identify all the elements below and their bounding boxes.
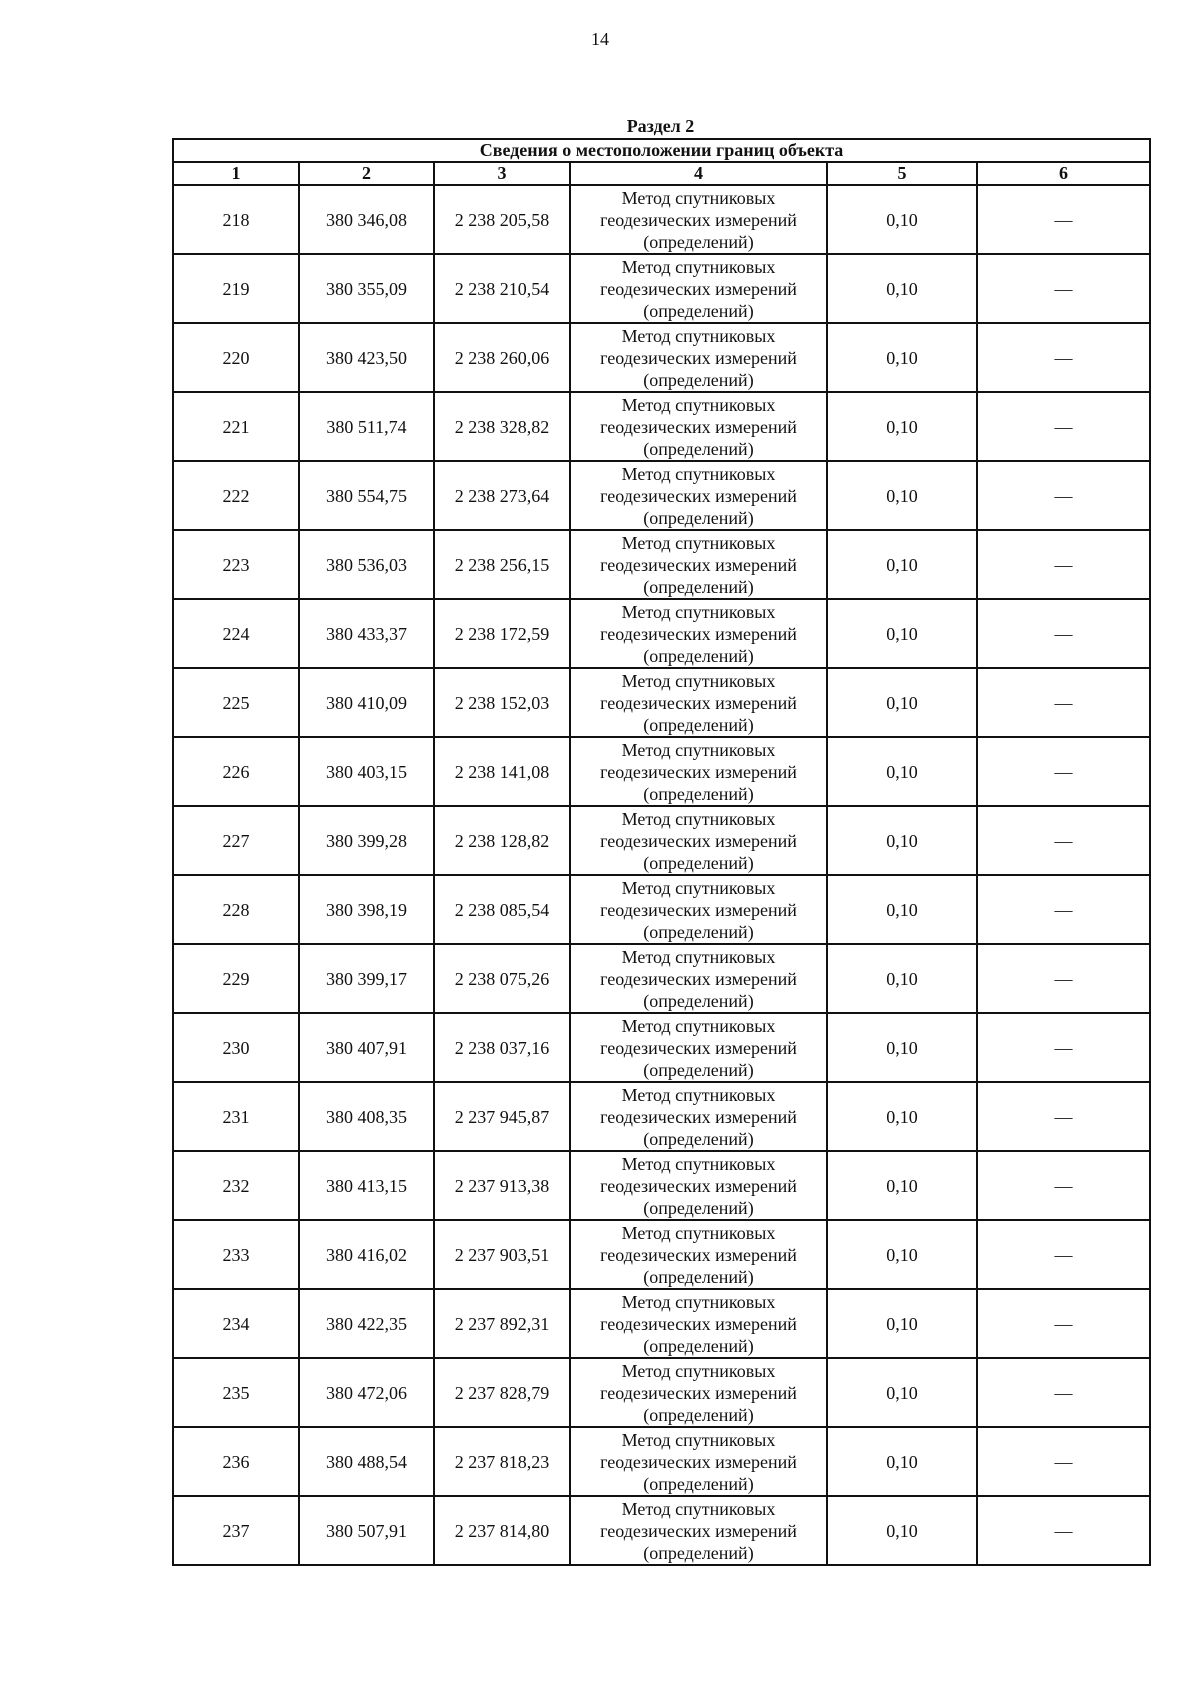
table-caption-row	[173, 139, 1150, 162]
x-coordinate-cell: 380 410,09	[299, 668, 434, 737]
method-line: геодезических измерений	[600, 968, 797, 989]
column-number-row	[173, 162, 1150, 185]
method-cell	[570, 1220, 827, 1289]
method-line: геодезических измерений	[600, 1313, 797, 1334]
method-line: (определений)	[643, 1059, 754, 1080]
method-line: (определений)	[643, 783, 754, 804]
table-row	[173, 1082, 1150, 1151]
method-line: Метод спутниковых	[621, 532, 776, 553]
description-cell: —	[977, 1358, 1150, 1427]
method-cell	[570, 392, 827, 461]
accuracy-cell: 0,10	[827, 806, 977, 875]
accuracy-cell: 0,10	[827, 461, 977, 530]
method-line: Метод спутниковых	[621, 670, 776, 691]
accuracy-cell: 0,10	[827, 530, 977, 599]
x-coordinate-cell: 380 422,35	[299, 1289, 434, 1358]
y-coordinate-cell: 2 238 085,54	[434, 875, 570, 944]
point-number-cell: 231	[173, 1082, 299, 1151]
y-coordinate-cell: 2 238 256,15	[434, 530, 570, 599]
description-cell: —	[977, 944, 1150, 1013]
x-coordinate-cell: 380 511,74	[299, 392, 434, 461]
table-body	[173, 185, 1150, 1565]
method-line: (определений)	[643, 1128, 754, 1149]
table-row	[173, 530, 1150, 599]
accuracy-cell: 0,10	[827, 1496, 977, 1565]
x-coordinate-cell: 380 355,09	[299, 254, 434, 323]
x-coordinate-cell: 380 488,54	[299, 1427, 434, 1496]
method-cell	[570, 875, 827, 944]
point-number-cell: 223	[173, 530, 299, 599]
table-row	[173, 254, 1150, 323]
table-row	[173, 323, 1150, 392]
description-cell: —	[977, 737, 1150, 806]
method-line: Метод спутниковых	[621, 1291, 776, 1312]
accuracy-cell: 0,10	[827, 1427, 977, 1496]
y-coordinate-cell: 2 237 818,23	[434, 1427, 570, 1496]
description-cell: —	[977, 254, 1150, 323]
accuracy-cell: 0,10	[827, 1358, 977, 1427]
method-line: геодезических измерений	[600, 416, 797, 437]
table-row	[173, 944, 1150, 1013]
table-row	[173, 599, 1150, 668]
y-coordinate-cell: 2 238 328,82	[434, 392, 570, 461]
method-line: Метод спутниковых	[621, 256, 776, 277]
y-coordinate-cell: 2 238 210,54	[434, 254, 570, 323]
table-row	[173, 1220, 1150, 1289]
description-cell: —	[977, 323, 1150, 392]
table-row	[173, 737, 1150, 806]
y-coordinate-cell: 2 238 152,03	[434, 668, 570, 737]
point-number-cell: 225	[173, 668, 299, 737]
method-line: Метод спутниковых	[621, 739, 776, 760]
x-coordinate-cell: 380 433,37	[299, 599, 434, 668]
x-coordinate-cell: 380 554,75	[299, 461, 434, 530]
method-line: (определений)	[643, 1473, 754, 1494]
method-line: Метод спутниковых	[621, 187, 776, 208]
method-line: геодезических измерений	[600, 623, 797, 644]
y-coordinate-cell: 2 237 892,31	[434, 1289, 570, 1358]
description-cell: —	[977, 875, 1150, 944]
method-line: (определений)	[643, 369, 754, 390]
table-row	[173, 806, 1150, 875]
description-cell: —	[977, 530, 1150, 599]
table-row	[173, 1013, 1150, 1082]
table-row	[173, 875, 1150, 944]
description-cell: —	[977, 1013, 1150, 1082]
section-title: Раздел 2	[626, 116, 695, 136]
table-row	[173, 1151, 1150, 1220]
method-line: Метод спутниковых	[621, 463, 776, 484]
method-cell	[570, 1151, 827, 1220]
method-line: Метод спутниковых	[621, 394, 776, 415]
point-number-cell: 222	[173, 461, 299, 530]
table-row	[173, 185, 1150, 254]
method-line: (определений)	[643, 1266, 754, 1287]
point-number-cell: 218	[173, 185, 299, 254]
accuracy-cell: 0,10	[827, 254, 977, 323]
method-line: (определений)	[643, 1404, 754, 1425]
y-coordinate-cell: 2 238 128,82	[434, 806, 570, 875]
description-cell: —	[977, 599, 1150, 668]
method-line: Метод спутниковых	[621, 1222, 776, 1243]
coordinates-table-container	[172, 138, 1149, 1566]
method-line: (определений)	[643, 852, 754, 873]
column-header-5: 5	[827, 162, 977, 185]
method-cell	[570, 530, 827, 599]
accuracy-cell: 0,10	[827, 185, 977, 254]
method-line: геодезических измерений	[600, 761, 797, 782]
point-number-cell: 235	[173, 1358, 299, 1427]
point-number-cell: 221	[173, 392, 299, 461]
table-row	[173, 668, 1150, 737]
method-line: Метод спутниковых	[621, 1498, 776, 1519]
table-caption: Сведения о местоположении границ объекта	[173, 139, 1150, 162]
x-coordinate-cell: 380 472,06	[299, 1358, 434, 1427]
column-header-2: 2	[299, 162, 434, 185]
method-line: (определений)	[643, 576, 754, 597]
description-cell: —	[977, 1151, 1150, 1220]
description-cell: —	[977, 185, 1150, 254]
accuracy-cell: 0,10	[827, 1082, 977, 1151]
column-header-6: 6	[977, 162, 1150, 185]
method-line: геодезических измерений	[600, 347, 797, 368]
method-line: (определений)	[643, 438, 754, 459]
method-line: геодезических измерений	[600, 278, 797, 299]
method-line: Метод спутниковых	[621, 1153, 776, 1174]
method-cell	[570, 323, 827, 392]
method-cell	[570, 185, 827, 254]
method-line: (определений)	[643, 1335, 754, 1356]
accuracy-cell: 0,10	[827, 1013, 977, 1082]
x-coordinate-cell: 380 413,15	[299, 1151, 434, 1220]
point-number-cell: 219	[173, 254, 299, 323]
description-cell: —	[977, 1496, 1150, 1565]
description-cell: —	[977, 806, 1150, 875]
method-line: Метод спутниковых	[621, 325, 776, 346]
method-line: геодезических измерений	[600, 830, 797, 851]
method-line: геодезических измерений	[600, 1382, 797, 1403]
method-line: (определений)	[643, 507, 754, 528]
page-number: 14	[591, 29, 609, 49]
method-line: геодезических измерений	[600, 1244, 797, 1265]
description-cell: —	[977, 461, 1150, 530]
y-coordinate-cell: 2 238 037,16	[434, 1013, 570, 1082]
description-cell: —	[977, 1082, 1150, 1151]
x-coordinate-cell: 380 407,91	[299, 1013, 434, 1082]
y-coordinate-cell: 2 238 273,64	[434, 461, 570, 530]
method-line: (определений)	[643, 645, 754, 666]
accuracy-cell: 0,10	[827, 668, 977, 737]
method-line: Метод спутниковых	[621, 946, 776, 967]
description-cell: —	[977, 392, 1150, 461]
y-coordinate-cell: 2 238 172,59	[434, 599, 570, 668]
x-coordinate-cell: 380 536,03	[299, 530, 434, 599]
accuracy-cell: 0,10	[827, 737, 977, 806]
x-coordinate-cell: 380 408,35	[299, 1082, 434, 1151]
method-cell	[570, 737, 827, 806]
method-line: геодезических измерений	[600, 899, 797, 920]
table-row	[173, 1427, 1150, 1496]
y-coordinate-cell: 2 238 205,58	[434, 185, 570, 254]
point-number-cell: 220	[173, 323, 299, 392]
method-line: Метод спутниковых	[621, 877, 776, 898]
y-coordinate-cell: 2 238 075,26	[434, 944, 570, 1013]
accuracy-cell: 0,10	[827, 599, 977, 668]
method-line: (определений)	[643, 921, 754, 942]
column-header-4: 4	[570, 162, 827, 185]
method-cell	[570, 254, 827, 323]
method-cell	[570, 668, 827, 737]
point-number-cell: 232	[173, 1151, 299, 1220]
method-line: (определений)	[643, 990, 754, 1011]
method-line: Метод спутниковых	[621, 808, 776, 829]
method-line: (определений)	[643, 300, 754, 321]
method-line: (определений)	[643, 1542, 754, 1563]
description-cell: —	[977, 1427, 1150, 1496]
method-line: Метод спутниковых	[621, 601, 776, 622]
method-cell	[570, 944, 827, 1013]
point-number-cell: 236	[173, 1427, 299, 1496]
method-line: геодезических измерений	[600, 1037, 797, 1058]
method-line: (определений)	[643, 231, 754, 252]
method-line: геодезических измерений	[600, 209, 797, 230]
point-number-cell: 228	[173, 875, 299, 944]
accuracy-cell: 0,10	[827, 1289, 977, 1358]
x-coordinate-cell: 380 507,91	[299, 1496, 434, 1565]
method-line: геодезических измерений	[600, 1106, 797, 1127]
method-line: геодезических измерений	[600, 1451, 797, 1472]
point-number-cell: 237	[173, 1496, 299, 1565]
table-row	[173, 461, 1150, 530]
accuracy-cell: 0,10	[827, 944, 977, 1013]
method-line: Метод спутниковых	[621, 1360, 776, 1381]
method-cell	[570, 1289, 827, 1358]
y-coordinate-cell: 2 238 141,08	[434, 737, 570, 806]
method-cell	[570, 1082, 827, 1151]
coordinates-table	[172, 138, 1151, 1566]
accuracy-cell: 0,10	[827, 1151, 977, 1220]
table-row	[173, 1289, 1150, 1358]
x-coordinate-cell: 380 399,17	[299, 944, 434, 1013]
table-row	[173, 1358, 1150, 1427]
column-header-1: 1	[173, 162, 299, 185]
method-line: Метод спутниковых	[621, 1084, 776, 1105]
y-coordinate-cell: 2 237 913,38	[434, 1151, 570, 1220]
point-number-cell: 226	[173, 737, 299, 806]
method-cell	[570, 461, 827, 530]
point-number-cell: 233	[173, 1220, 299, 1289]
method-line: геодезических измерений	[600, 1175, 797, 1196]
x-coordinate-cell: 380 423,50	[299, 323, 434, 392]
accuracy-cell: 0,10	[827, 323, 977, 392]
x-coordinate-cell: 380 416,02	[299, 1220, 434, 1289]
accuracy-cell: 0,10	[827, 392, 977, 461]
description-cell: —	[977, 668, 1150, 737]
x-coordinate-cell: 380 398,19	[299, 875, 434, 944]
point-number-cell: 227	[173, 806, 299, 875]
method-line: геодезических измерений	[600, 1520, 797, 1541]
method-line: геодезических измерений	[600, 692, 797, 713]
y-coordinate-cell: 2 238 260,06	[434, 323, 570, 392]
method-line: Метод спутниковых	[621, 1015, 776, 1036]
column-header-3: 3	[434, 162, 570, 185]
y-coordinate-cell: 2 237 814,80	[434, 1496, 570, 1565]
description-cell: —	[977, 1220, 1150, 1289]
x-coordinate-cell: 380 346,08	[299, 185, 434, 254]
table-row	[173, 392, 1150, 461]
accuracy-cell: 0,10	[827, 875, 977, 944]
point-number-cell: 230	[173, 1013, 299, 1082]
y-coordinate-cell: 2 237 828,79	[434, 1358, 570, 1427]
method-cell	[570, 1358, 827, 1427]
y-coordinate-cell: 2 237 945,87	[434, 1082, 570, 1151]
x-coordinate-cell: 380 399,28	[299, 806, 434, 875]
point-number-cell: 224	[173, 599, 299, 668]
x-coordinate-cell: 380 403,15	[299, 737, 434, 806]
method-line: геодезических измерений	[600, 485, 797, 506]
method-line: Метод спутниковых	[621, 1429, 776, 1450]
method-cell	[570, 806, 827, 875]
method-line: (определений)	[643, 714, 754, 735]
description-cell: —	[977, 1289, 1150, 1358]
point-number-cell: 229	[173, 944, 299, 1013]
y-coordinate-cell: 2 237 903,51	[434, 1220, 570, 1289]
method-cell	[570, 1013, 827, 1082]
method-line: геодезических измерений	[600, 554, 797, 575]
point-number-cell: 234	[173, 1289, 299, 1358]
method-cell	[570, 599, 827, 668]
method-line: (определений)	[643, 1197, 754, 1218]
accuracy-cell: 0,10	[827, 1220, 977, 1289]
method-cell	[570, 1427, 827, 1496]
method-cell	[570, 1496, 827, 1565]
table-row	[173, 1496, 1150, 1565]
